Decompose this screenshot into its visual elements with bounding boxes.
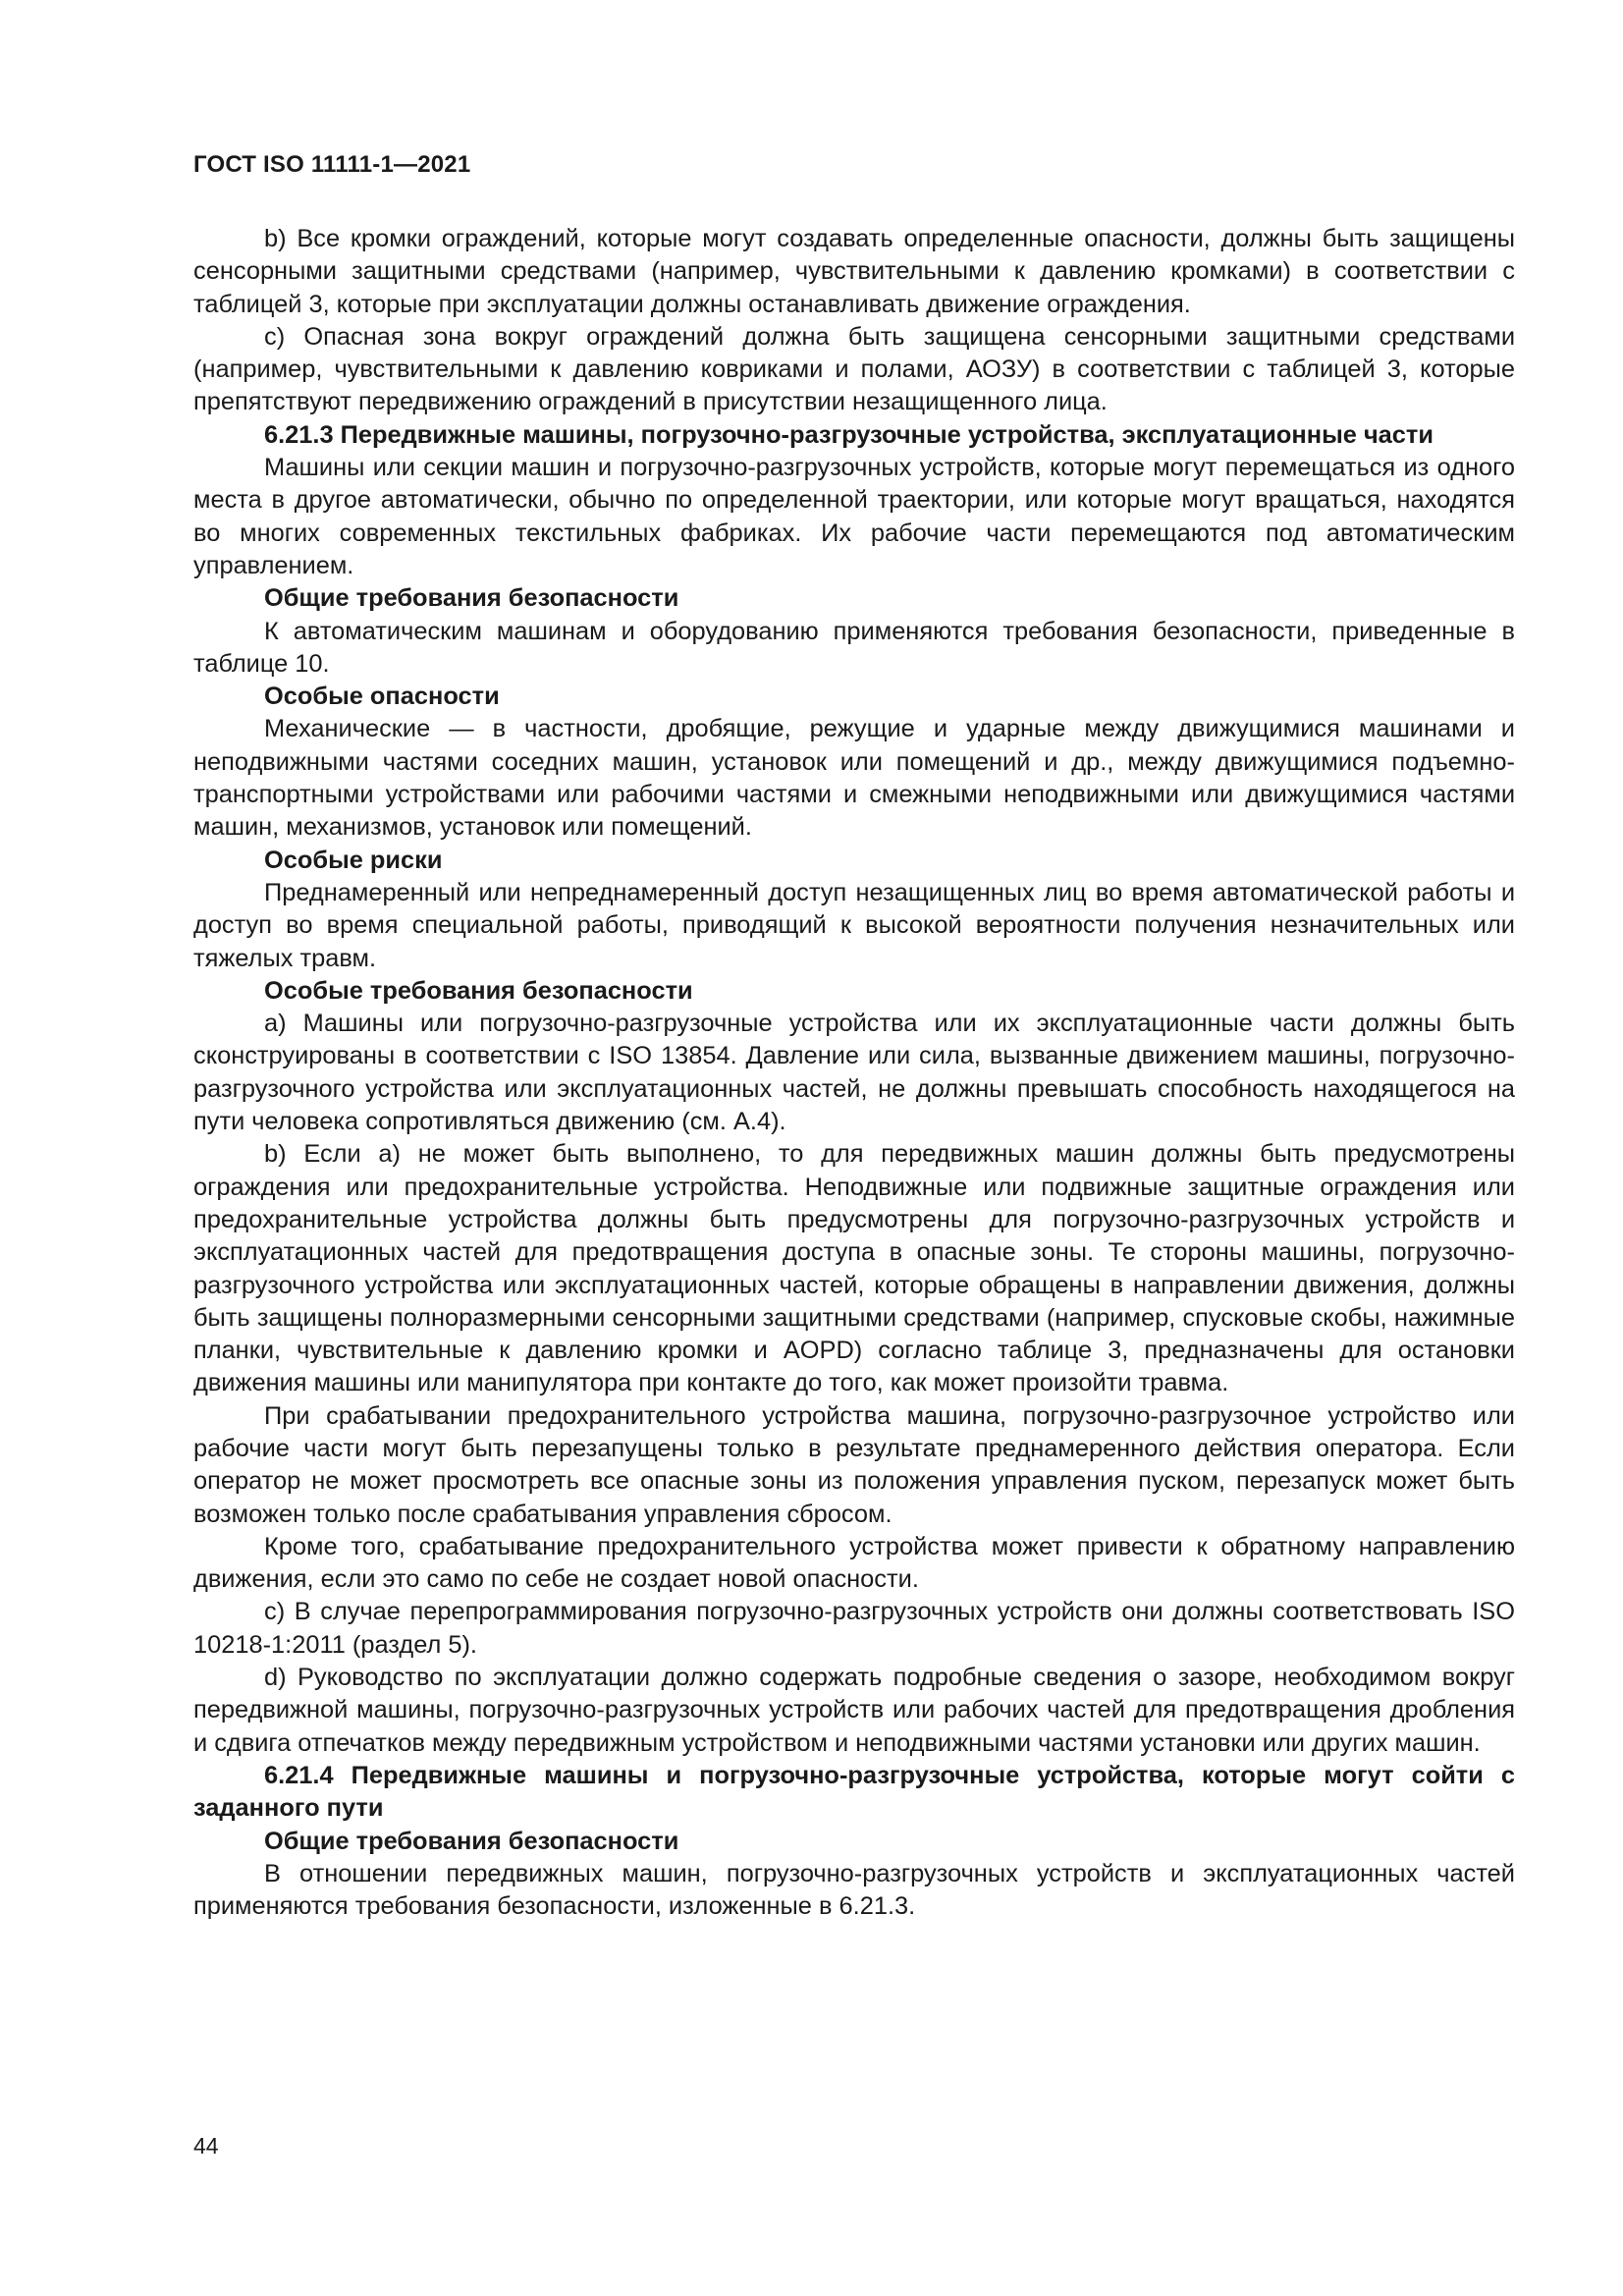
subheading: Общие требования безопасности (264, 1827, 679, 1855)
paragraph: Преднамеренный или непреднамеренный доступ незащищенных лиц во время автоматической работы и доступ во время специальной работы, приводящий к высокой вероятности получения незначительных или тяжелых травм. (193, 878, 1515, 972)
subheading: Общие требования безопасности (264, 584, 679, 613)
paragraph: Механические — в частности, дробящие, режущие и ударные между движущимися машинами и неподвижными частями соседних машин, установок или помещений и др., между движущимися подъемно-транспортными устройствами или рабочими частями и смежными неподвижными или движущимися частями машин, механизмов, установок или помещений. (193, 715, 1515, 842)
subheading: Особые риски (264, 846, 443, 874)
section-heading: 6.21.3 Передвижные машины, погрузочно-разгрузочные устройства, эксплуатационные части (264, 420, 1434, 449)
subheading: Особые требования безопасности (264, 976, 693, 1005)
subheading: Особые опасности (264, 683, 500, 711)
paragraph: c) Опасная зона вокруг ограждений должна быть защищена сенсорными защитными средствами (например, чувствительными к давлению ковриками и полами, АОЗУ) в соответствии с таблицей 3, которые препятствуют передвижению ограждений в присутствии незащищенного лица. (193, 322, 1515, 416)
paragraph: При срабатывании предохранительного устройства машина, погрузочно-разгрузочное устройство или рабочие части могут быть перезапущены только в результате преднамеренного действия оператора. Если оператор не может просмотреть все опасные зоны из положения управления пуском, перезапуск может быть возможен только после срабатывания управления сбросом. (193, 1401, 1515, 1528)
document-header: ГОСТ ISO 11111-1—2021 (193, 151, 471, 178)
paragraph: d) Руководство по эксплуатации должно содержать подробные сведения о зазоре, необходимом вокруг передвижной машины, погрузочно-разгрузочных устройств или рабочих частей для предотвращения дробления и сдвига отпечатков между передвижным устройством и неподвижными частями установки или других машин. (193, 1664, 1515, 1757)
document-body (193, 223, 1515, 1923)
paragraph: b) Если a) не может быть выполнено, то для передвижных машин должны быть предусмотрены ограждения или предохранительные устройства. Неподвижные или подвижные защитные ограждения или предохранительные устройства должны быть предусмотрены для погрузочно-разгрузочных устройств и эксплуатационных частей для предотвращения доступа в опасные зоны. Те стороны машины, погрузочно-разгрузочного устройства или эксплуатационных частей, которые обращены в направлении движения, должны быть защищены полноразмерными сенсорными защитными средствами (например, спусковые скобы, нажимные планки, чувствительные к давлению кромки и AOPD) согласно таблице 3, предназначены для остановки движения машины или манипулятора при контакте до того, как может произойти травма. (193, 1140, 1515, 1397)
paragraph: b) Все кромки ограждений, которые могут создавать определенные опасности, должны быть защищены сенсорными защитными средствами (например, чувствительными к давлению кромками) в соответствии с таблицей 3, которые при эксплуатации должны останавливать движение ограждения. (193, 225, 1515, 318)
paragraph: К автоматическим машинам и оборудованию применяются требования безопасности, приведенные в таблице 10. (193, 617, 1515, 678)
paragraph: a) Машины или погрузочно-разгрузочные устройства или их эксплуатационные части должны быть сконструированы в соответствии с ISO 13854. Давление или сила, вызванные движением машины, погрузочно-разгрузочного устройства или эксплуатационных частей, не должны превышать способность находящегося на пути человека сопротивляться движению (см. A.4). (193, 1010, 1515, 1136)
paragraph: c) В случае перепрограммирования погрузочно-разгрузочных устройств они должны соответствовать ISO 10218-1:2011 (раздел 5). (193, 1598, 1515, 1659)
paragraph: Машины или секции машин и погрузочно-разгрузочных устройств, которые могут перемещаться из одного места в другое автоматически, обычно по определенной траектории, или которые могут вращаться, находятся во многих современных текстильных фабриках. Их рабочие части перемещаются под автоматическим управлением. (193, 454, 1515, 579)
section-heading: 6.21.4 Передвижные машины и погрузочно-разгрузочные устройства, которые могут сойти с заданного пути (193, 1761, 1515, 1823)
page-number: 44 (193, 2133, 219, 2159)
paragraph: В отношении передвижных машин, погрузочно-разгрузочных устройств и эксплуатационных частей применяются требования безопасности, изложенные в 6.21.3. (193, 1859, 1515, 1921)
paragraph: Кроме того, срабатывание предохранительного устройства может привести к обратному направлению движения, если это само по себе не создает новой опасности. (193, 1532, 1515, 1594)
